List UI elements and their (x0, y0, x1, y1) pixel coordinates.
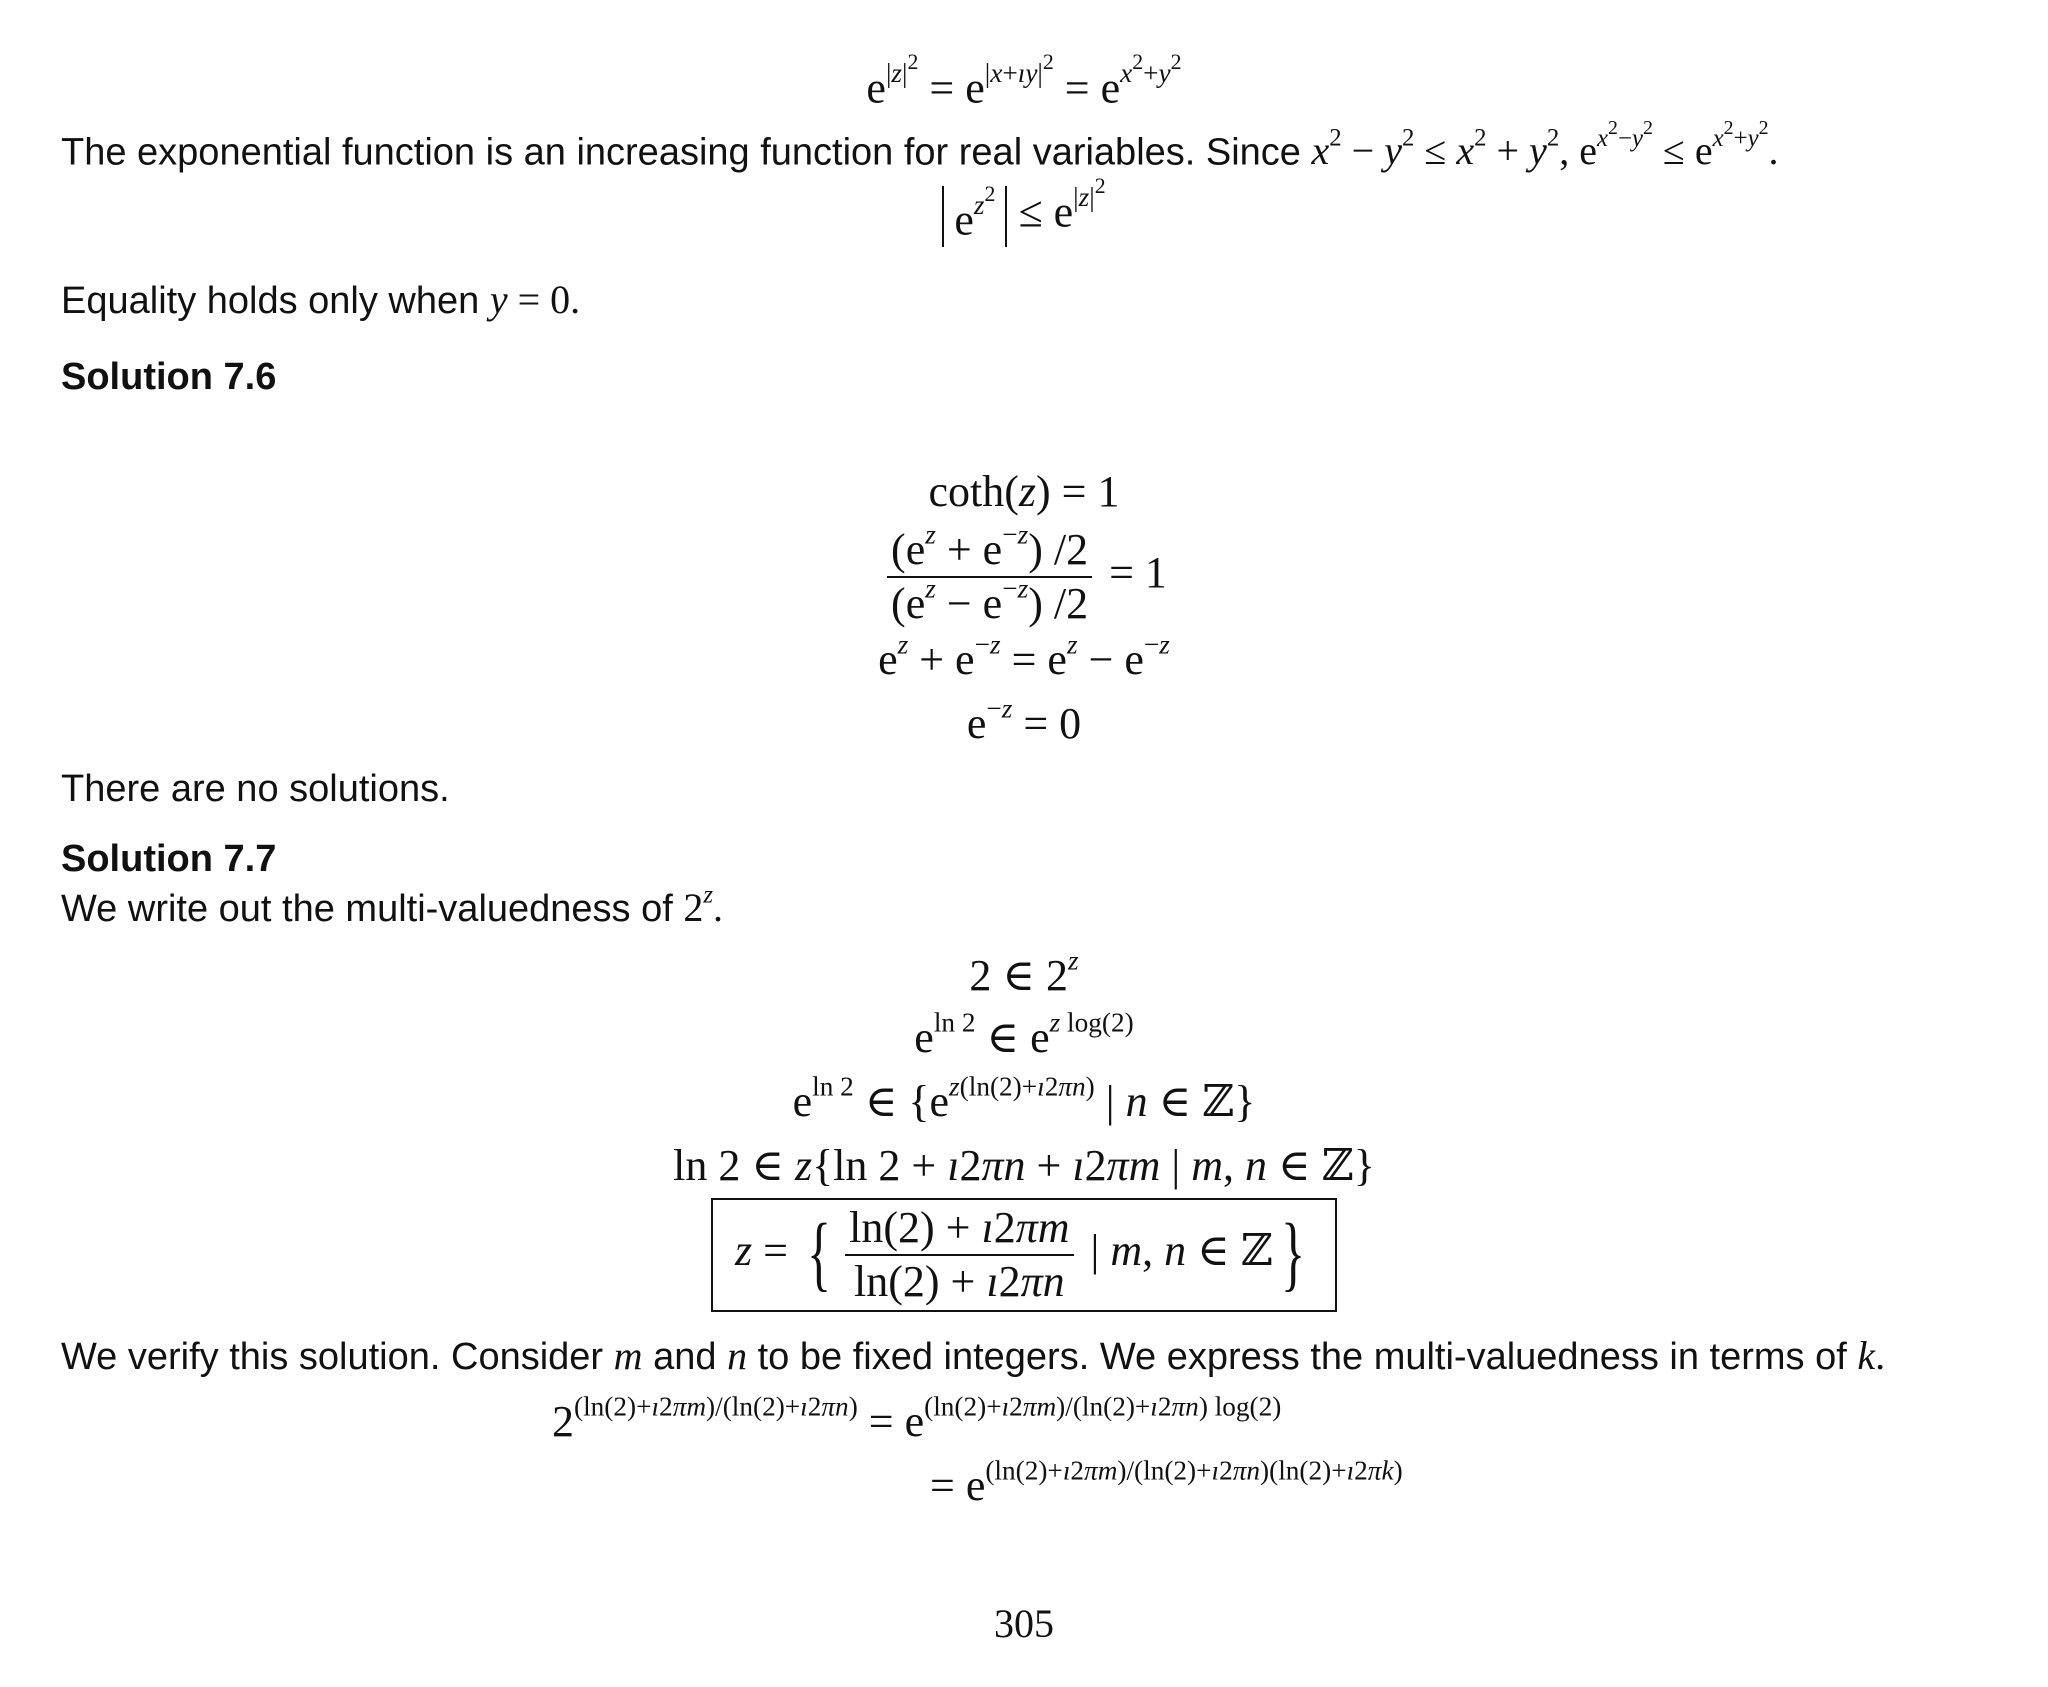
left-brace: { (807, 1208, 832, 1301)
absolute-value-bars: $e^{z^2}$ (942, 186, 1007, 247)
equation-verify-row-2: = $e^{(ln(2)+ı2\pi m)/(ln(2)+ı2\pi n)(ln(2)+ı2\pi k)}$ (930, 1455, 1403, 1510)
paragraph-verify-and: and (653, 1336, 717, 1378)
equation-boxed-result (0, 1198, 2048, 1312)
equation-exp-set: $e^{ln 2}$ ∈ {$e^{z(ln(2)+ı2\pi n)}$ | n ∈ ℤ} (792, 1071, 1256, 1126)
equation-exp-sum-diff: $e^z + e^{-z} = e^z - e^{-z}$ (878, 629, 1170, 684)
paragraph-multi-valued-text: We write out the multi-valuedness of (61, 888, 673, 930)
paragraph-verify-text: We verify this solution. Consider (61, 1336, 604, 1378)
paragraph-exp-increasing (61, 117, 1779, 174)
equation-exp-ln2-log: $e^{ln 2}$ ∈ $e^{z log(2)}$ (914, 1007, 1134, 1062)
paragraph-equality-text: Equality holds only when (61, 280, 480, 322)
inline-math-m: m (613, 1333, 643, 1378)
fraction-coth: $\frac{(e^z + e^{-z}) /2}{(e^z - e^{-z}) /2}$ (887, 528, 1092, 626)
inline-math-inequality: $x^2 - y^2 \le x^2 + y^2$, $e^{x^2-y^2} \le e^{x^2+y^2}$. (1311, 117, 1779, 174)
page-number: 305 (994, 1601, 1054, 1646)
equation-exp-abs-z: $e^{|z|^2} = e^{|x+ıy|^2} = e^{x^2+y^2}$ (866, 50, 1182, 113)
boxed-solution: z = { $\frac{\ln(2) + ı2\pi m}{\ln(2) + ı2\pi n}$ | m, n ∈ ℤ} (711, 1198, 1337, 1312)
fraction-solution: $\frac{\ln(2) + ı2\pi m}{\ln(2) + ı2\pi n}$ (845, 1206, 1073, 1304)
equation-coth-equals-one: coth(z) = 1 (928, 467, 1120, 516)
inline-math-n: n (727, 1333, 748, 1378)
paragraph-exp-increasing-text: The exponential function is an increasing function for real variables. Since (61, 131, 1301, 174)
paragraph-equality (61, 277, 581, 322)
inline-math-k: k. (1857, 1333, 1886, 1378)
paragraph-multi-valued (61, 881, 724, 930)
paragraph-verify-rest: to be fixed integers. We express the multi-valuedness in terms of (757, 1336, 1847, 1378)
right-brace: } (1280, 1208, 1305, 1301)
paragraph-no-solutions: There are no solutions. (61, 768, 450, 810)
equation-ln2-set: ln 2 ∈ z{ln 2 + ı2πn + ı2πm | m, n ∈ ℤ} (673, 1141, 1375, 1190)
equation-abs-exp-bound: $e^{z^2} \le e^{|z|^2}$ (0, 186, 2048, 247)
equation-verify-row-1: $2^{(ln(2)+ı2\pi m)/(ln(2)+ı2\pi n)} = e^{(ln(2)+ı2\pi m)/(ln(2)+ı2\pi n) log(2)}$ (552, 1391, 1282, 1446)
inline-math-2-power-z: 2$^z$. (683, 881, 724, 930)
equation-exp-neg-zero: $e^{-z} = 0$ (966, 693, 1082, 748)
heading-solution-7-6: Solution 7.6 (61, 356, 277, 398)
paragraph-verify (61, 1333, 1886, 1378)
heading-solution-7-7: Solution 7.7 (61, 838, 277, 880)
equation-2-in-2z: 2 ∈ 2$^z$ (969, 945, 1079, 1000)
equation-coth-fraction: $\frac{(e^z + e^{-z}) /2}{(e^z - e^{-z}) /2}$ = 1 (0, 528, 2048, 626)
inline-math-y-zero: y = 0. (489, 277, 581, 322)
